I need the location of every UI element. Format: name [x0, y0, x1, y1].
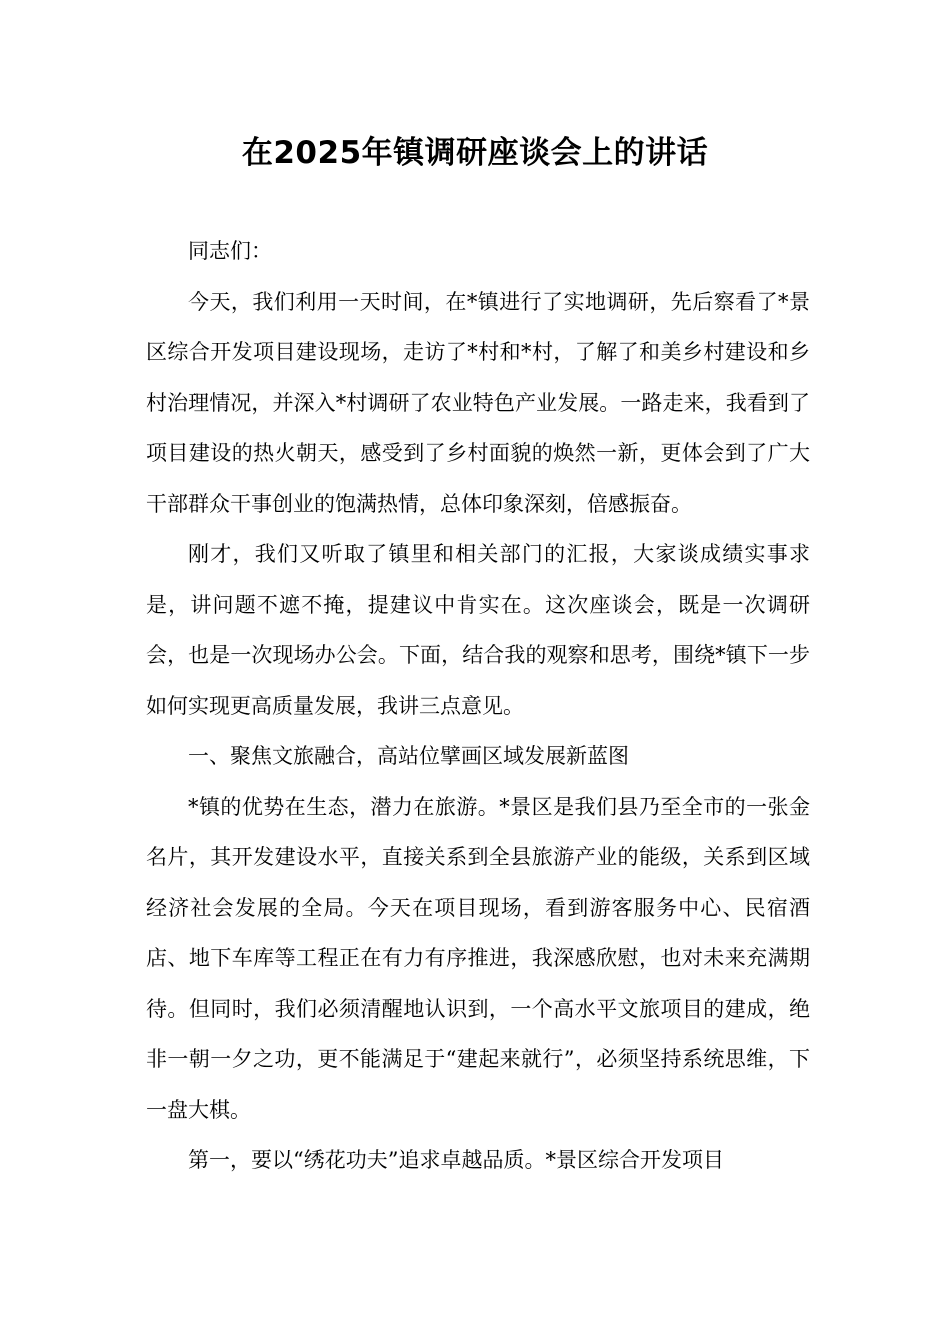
salutation: 同志们：	[188, 239, 272, 263]
section-heading: 一、聚焦文旅融合，高站位擘画区域发展新蓝图	[188, 744, 629, 768]
document-title: 在2025年镇调研座谈会上的讲话	[241, 135, 709, 171]
paragraph: 第一，要以“绣花功夫”追求卓越品质。*景区综合开发项目	[188, 1148, 724, 1172]
document-body	[146, 226, 810, 1186]
paragraph: *镇的优势在生态，潜力在旅游。*景区是我们县乃至全市的一张金名片，其开发建设水平，直接关系到全县旅游产业的能级，关系到区域经济社会发展的全局。今天在项目现场，看到游客服务中心、民宿酒店、地下车库等工程正在有力有序推进，我深感欣慰，也对未来充满期待。但同时，我们必须清醒地认识到，一个高水平文旅项目的建成，绝非一朝一夕之功，更不能满足于“建起来就行”，必须坚持系统思维，下一盘大棋。	[146, 794, 810, 1122]
paragraph: 今天，我们利用一天时间，在*镇进行了实地调研，先后察看了*景区综合开发项目建设现场，走访了*村和*村，了解了和美乡村建设和乡村治理情况，并深入*村调研了农业特色产业发展。一路走来，我看到了项目建设的热火朝天，感受到了乡村面貌的焕然一新，更体会到了广大干部群众干事创业的饱满热情，总体印象深刻，倍感振奋。	[146, 289, 810, 516]
paragraph: 刚才，我们又听取了镇里和相关部门的汇报，大家谈成绩实事求是，讲问题不遮不掩，提建议中肯实在。这次座谈会，既是一次调研会，也是一次现场办公会。下面，结合我的观察和思考，围绕*镇下一步如何实现更高质量发展，我讲三点意见。	[146, 542, 810, 718]
